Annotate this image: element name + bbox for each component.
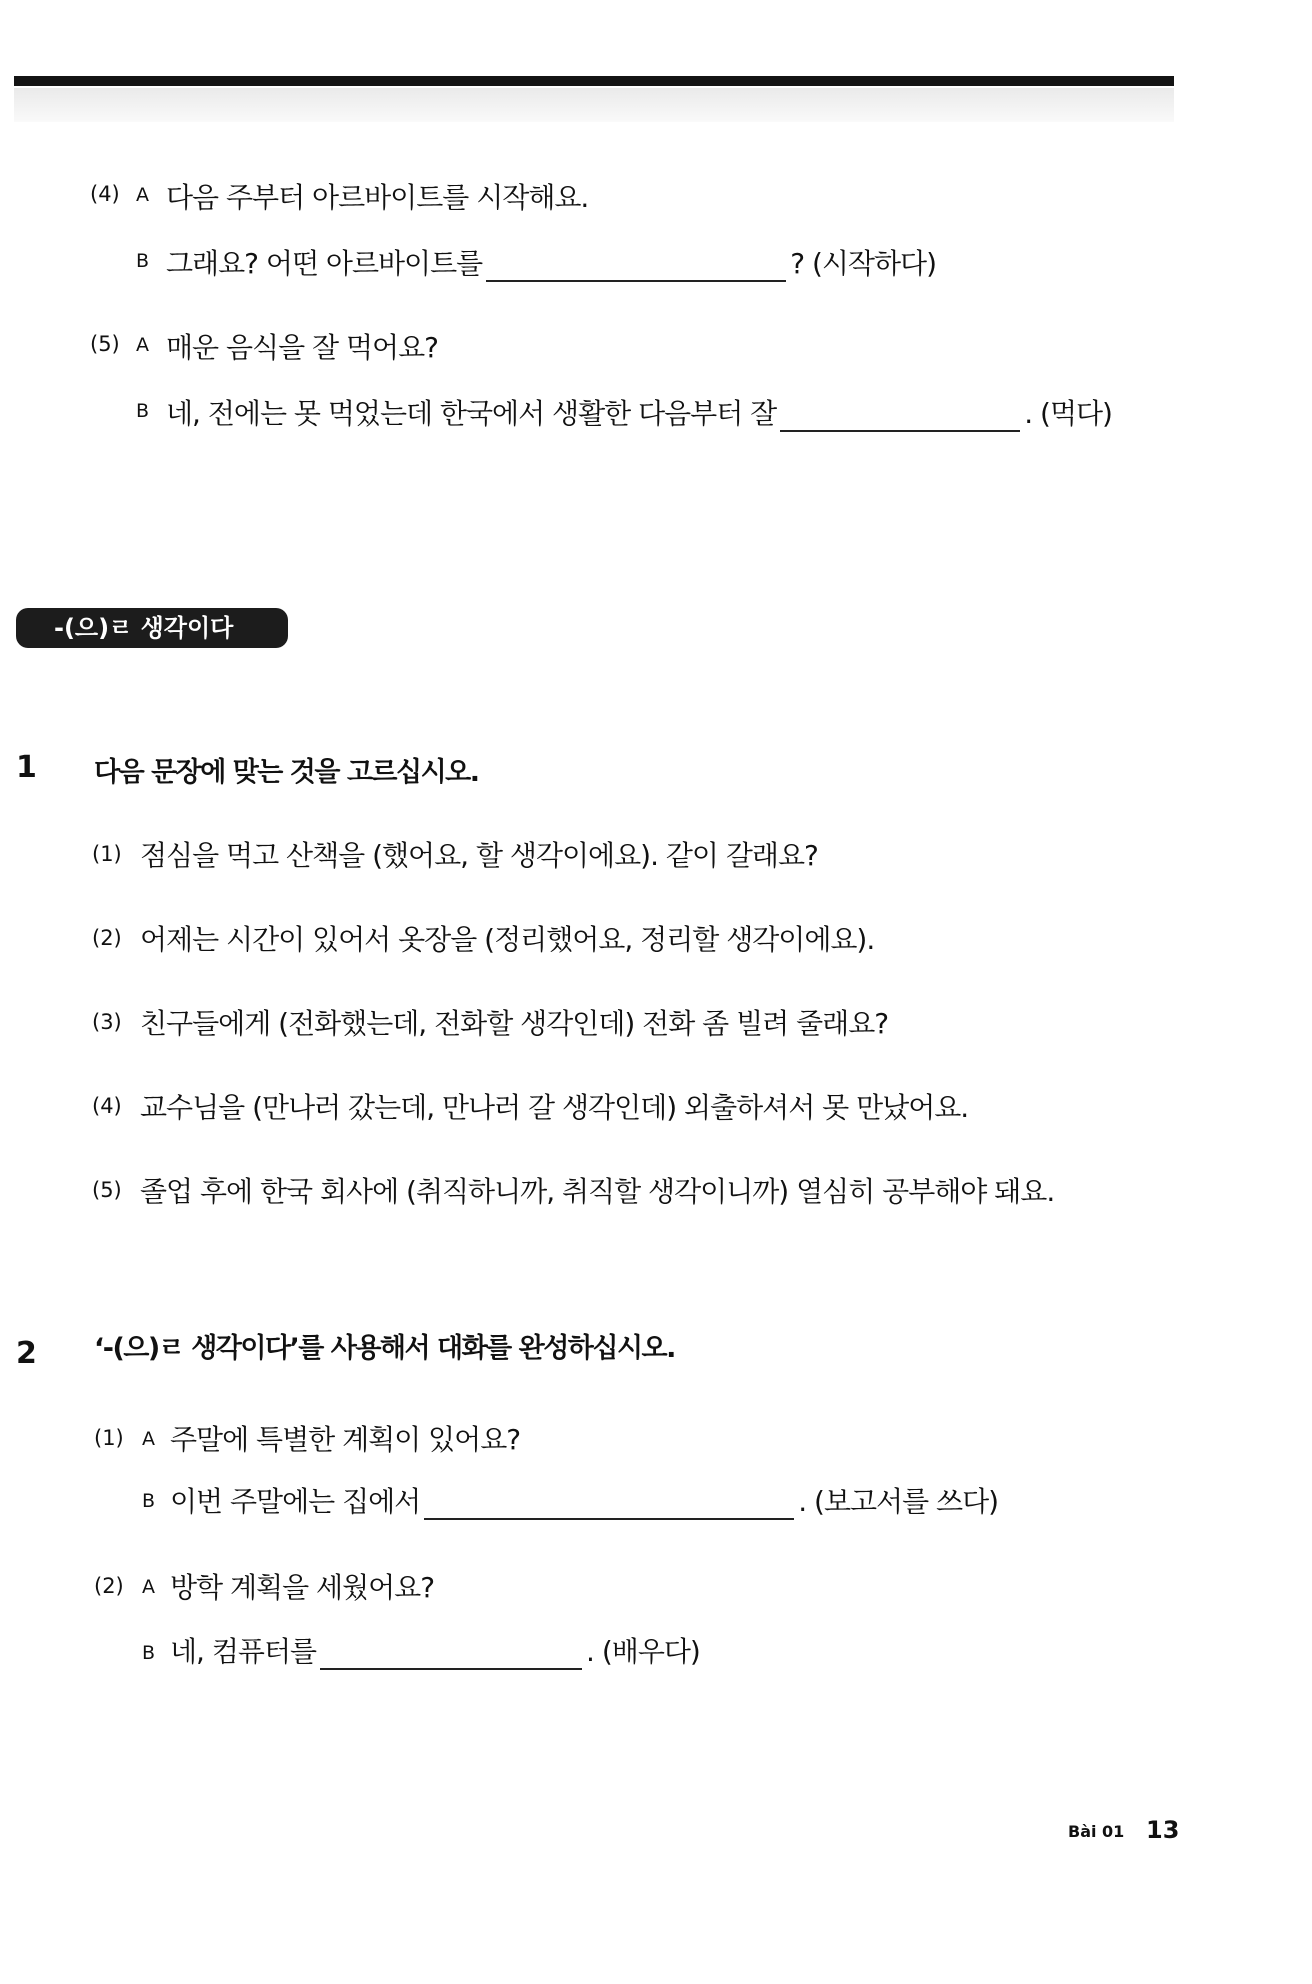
lesson-label: Bài 01 [1068,1822,1125,1841]
prev-item-4-b-line [166,242,936,282]
s2-item-1-number: (1) [94,1426,124,1450]
prev-item-4-a-text: 다음 주부터 아르바이트를 시작해요. [166,181,589,214]
s1-item-1-text[interactable]: 점심을 먹고 산책을 (했어요, 할 생각이에요). 같이 갈래요? [140,839,818,872]
prev-item-4-b-after: ? (시작하다) [790,247,937,280]
prev-item-4-b-before: 그래요? 어떤 아르바이트를 [166,247,483,280]
section-2-title: ‘-(으)ㄹ 생각이다’를 사용해서 대화를 완성하십시오. [94,1333,675,1364]
prev-item-4-b-label: B [136,250,150,272]
section-1-number: 1 [16,750,37,785]
s2-item-1-b-after: . (보고서를 쓰다) [798,1485,999,1518]
answer-blank[interactable] [320,1638,582,1670]
s2-item-2-a-label: A [142,1576,155,1598]
s1-item-1-number: (1) [92,842,122,866]
prev-item-5-b-label: B [136,400,150,422]
s1-item-2-number: (2) [92,926,122,950]
answer-blank[interactable] [424,1488,794,1520]
prev-item-5-a-text: 매운 음식을 잘 먹어요? [166,331,438,364]
prev-item-5-a-label: A [136,334,149,356]
prev-item-5-b-before: 네, 전에는 못 먹었는데 한국에서 생활한 다음부터 잘 [166,397,777,430]
answer-blank[interactable] [486,250,786,282]
s2-item-1-b-label: B [142,1490,156,1512]
s2-item-1-b-line [170,1480,998,1520]
s1-item-3-number: (3) [92,1010,122,1034]
s2-item-2-number: (2) [94,1574,124,1598]
grammar-tag: -(으)ㄹ 생각이다 [16,608,288,648]
s1-item-5-number: (5) [92,1178,122,1202]
prev-item-4-number: (4) [90,182,120,206]
s1-item-4-text[interactable]: 교수님을 (만나러 갔는데, 만나러 갈 생각인데) 외출하셔서 못 만났어요. [140,1091,969,1124]
s1-item-5-text[interactable]: 졸업 후에 한국 회사에 (취직하니까, 취직할 생각이니까) 열심히 공부해야 돼요. [140,1175,1055,1208]
s2-item-1-a-label: A [142,1428,155,1450]
answer-blank[interactable] [780,400,1020,432]
s2-item-1-a-text: 주말에 특별한 계획이 있어요? [170,1423,521,1456]
page-number: 13 [1146,1816,1180,1844]
prev-item-5-b-after: . (먹다) [1024,397,1112,430]
s1-item-4-number: (4) [92,1094,122,1118]
section-1-title: 다음 문장에 맞는 것을 고르십시오. [94,757,479,788]
s2-item-2-a-text: 방학 계획을 세웠어요? [170,1571,435,1604]
s2-item-2-b-label: B [142,1642,156,1664]
prev-item-5-number: (5) [90,332,120,356]
s2-item-2-b-before: 네, 컴퓨터를 [170,1635,317,1668]
s2-item-1-b-before: 이번 주말에는 집에서 [170,1485,421,1518]
s2-item-2-b-line [170,1630,700,1670]
s1-item-3-text[interactable]: 친구들에게 (전화했는데, 전화할 생각인데) 전화 좀 빌려 줄래요? [140,1007,889,1040]
s1-item-2-text[interactable]: 어제는 시간이 있어서 옷장을 (정리했어요, 정리할 생각이에요). [140,923,875,956]
prev-item-4-a-label: A [136,184,149,206]
section-2-number: 2 [16,1336,37,1371]
prev-item-5-b-line [166,392,1112,432]
s2-item-2-b-after: . (배우다) [586,1635,700,1668]
top-rule [14,76,1174,86]
bleed-through-band [14,88,1174,122]
